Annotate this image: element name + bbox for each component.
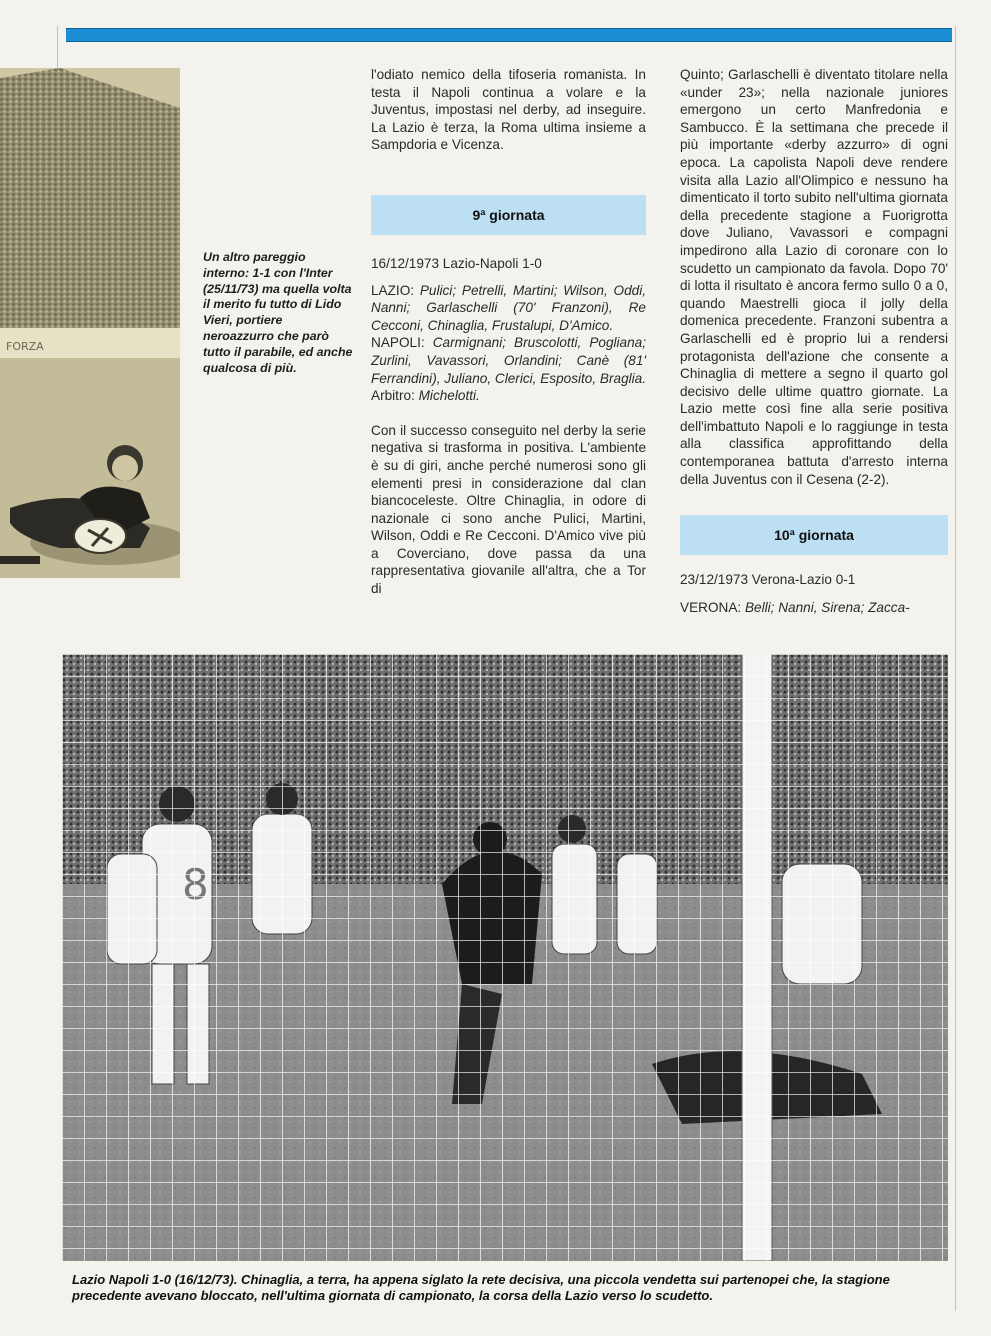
round-9-match: 16/12/1973 Lazio-Napoli 1-0 [371,255,542,271]
lazio-players: Pulici; Petrelli, Martini; Wilson, Oddi, Nanni; Garlaschelli (70' Franzoni), Re Cecconi, Chinaglia, Frustalupi, D'Amico. [371,282,647,333]
lazio-label: LAZIO: [371,282,415,298]
napoli-lineup [371,334,646,387]
svg-text:FORZA: FORZA [6,340,44,353]
middle-body-paragraph: Con il successo conseguito nel derby la serie negativa si trasforma in positiva. L'ambiente è su di giri, anche perché numerosi sono gli elementi presi in considerazione dal clan biancoceleste. Oltre Chinaglia, in odore di nazionale ci sono anche Pulici, Martini, Wilson, Oddi e Re Cecconi. D'Amico vive più a Coverciano, dove passa da una rappresentativa giovanile all'altra, che a Tor di [371,422,646,597]
top-blue-bar [66,28,952,42]
verona-lineup [680,599,948,617]
referee-label: Arbitro: [371,388,415,404]
goalkeeper-photo [0,68,180,578]
round-10-heading: 10ª giornata [680,515,948,555]
match-photo [62,654,948,1261]
bottom-caption-line-1: Lazio Napoli 1-0 (16/12/73). Chinaglia, a terra, ha appena siglato la rete decisiva, una piccola vendetta sui partenopei che, la stagione [72,1272,890,1287]
bottom-photo-caption [72,1272,952,1305]
referee-line [371,387,646,405]
goalkeeper-photo-image [0,68,180,578]
verona-players: Belli; Nanni, Sirena; Zacca- [744,599,910,615]
side-photo-caption: Un altro pareggio interno: 1-1 con l'Inter (25/11/73) ma quella volta il merito fu tutto di Lido Vieri, portiere neroazzurro che parò tutto il parabile, ed anche qualcosa di più. [203,250,353,375]
napoli-players: Carmignani; Bruscolotti, Pogliana; Zurlini, Vavassori, Orlandini; Canè (81' Ferrandini), Juliano, Clerici, Esposito, Braglia. [371,335,647,386]
lazio-lineup [371,282,646,335]
middle-column [371,66,646,598]
napoli-label: NAPOLI: [371,335,425,351]
round-10-match: 23/12/1973 Verona-Lazio 0-1 [680,572,856,588]
verona-label: VERONA: [680,599,742,615]
referee-name: Michelotti. [418,388,480,404]
left-margin-rule [57,26,58,68]
right-body-paragraph: Quinto; Garlaschelli è diventato titolare nella «under 23»; nella nazionale juniores emergono un certo Manfredonia e Sambucco. È la settimana che precede il più importante «derby azzurro» di ogni epoca. La capolista Napoli deve rendere visita alla Lazio all'Olimpico e nessuno ha dimenticato il torto subito nell'ultima giornata della precedente stagione a Fuorigrotta dove Juliano, Vavassori e compagni impedirono alla Lazio di coronare con lo scudetto un campionato da favola. Dopo 70' di lotta il risultato è ancora fermo sullo 0 a 0, quando Maestrelli gioca il jolly della domenica precedente. Franzoni subentra a Garlaschelli ed è proprio lui a rendersi protagonista dell'azione che consente a Chinaglia di mettere a segno il quarto gol decisivo delle ultime quattro giornate. La Lazio mette così fine alla serie positiva dell'imbattuto Napoli e lo raggiunge in testa alla classifica approfittando della contemporanea battuta d'arresto interna della Juventus con il Cesena (2-2). [680,67,948,487]
right-margin-rule [955,26,956,1311]
round-9-heading: 9ª giornata [371,195,646,235]
match-photo-image [62,654,948,1261]
right-column [680,66,948,616]
middle-intro-paragraph: l'odiato nemico della tifoseria romanista. In testa il Napoli continua a volare e la Juventus, impostasi nel derby, ad inseguire. La Lazio è terza, la Roma ultima insieme a Sampdoria e Vicenza. [371,67,646,153]
bottom-caption-line-2: precedente avevano bloccato, nell'ultima giornata di campionato, la corsa della Lazio verso lo scudetto. [72,1288,713,1304]
